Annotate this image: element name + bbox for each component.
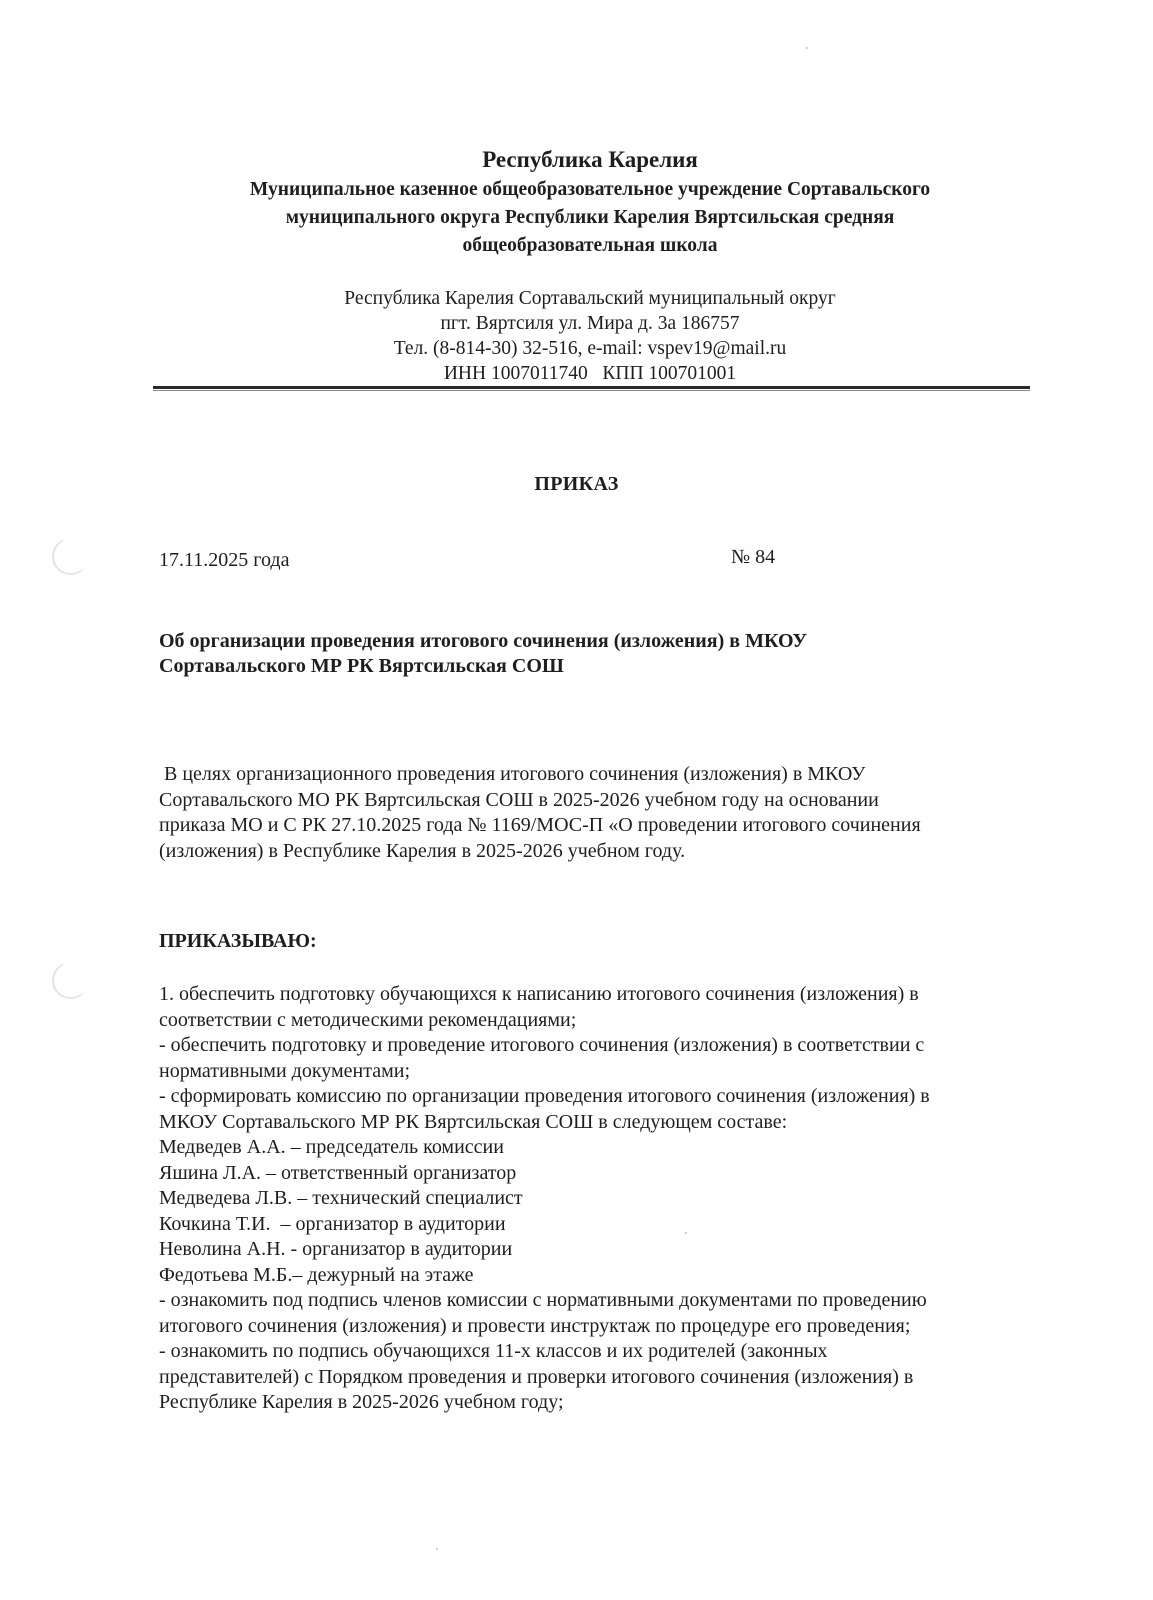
item-line: - обеспечить подготовку и проведение итогового сочинения (изложения) в соответствии с: [159, 1034, 925, 1056]
document-subject: [159, 629, 1039, 679]
scan-speck: [806, 47, 808, 49]
commission-member: Федотьева М.Б.– дежурный на этаже: [159, 1263, 474, 1286]
item-line: итогового сочинения (изложения) и провести инструктаж по процедуре его проведения;: [159, 1314, 911, 1337]
contact-line: Тел. (8-814-30) 32-516, e-mail: vspev19@mail.ru: [393, 338, 787, 359]
item-line: соответствии с методическими рекомендациями;: [159, 1008, 577, 1031]
address-line: пгт. Вяртсиля ул. Мира д. 3а 186757: [440, 313, 740, 334]
letterhead-divider: [153, 386, 1030, 389]
organization-line: муниципального округа Республики Карелия Вяртсильская средняя: [285, 207, 895, 228]
document-date: 17.11.2025 года: [159, 549, 290, 571]
item-line: - ознакомить под подпись членов комиссии с нормативными документами по проведению: [159, 1289, 927, 1311]
organization-line: общеобразовательная школа: [462, 235, 718, 256]
commission-member: Яшина Л.А. – ответственный организатор: [159, 1161, 517, 1184]
item-line: - ознакомить по подпись обучающихся 11-х классов и их родителей (законных: [159, 1340, 828, 1362]
scan-speck: [436, 1548, 438, 1550]
tax-ids-line: ИНН 1007011740 КПП 100701001: [443, 363, 737, 384]
order-heading: ПРИКАЗЫВАЮ:: [159, 930, 317, 952]
intro-line: (изложения) в Республике Карелия в 2025-2026 учебном году.: [159, 839, 686, 862]
commission-member: Неволина А.Н. - организатор в аудитории: [159, 1238, 513, 1260]
commission-member: Кочкина Т.И. – организатор в аудитории: [159, 1212, 506, 1235]
document-type-title: ПРИКАЗ: [534, 473, 619, 495]
letterhead-divider-thin: [153, 390, 1030, 391]
item-line: 1. обеспечить подготовку обучающихся к написанию итогового сочинения (изложения) в: [159, 983, 919, 1005]
order-items: [159, 982, 1039, 1416]
punch-hole-mark: [49, 959, 92, 1002]
address-line: Республика Карелия Сортавальский муниципальный округ: [344, 288, 836, 309]
letterhead-region: Республика Карелия: [482, 147, 698, 172]
document-number: № 84: [731, 546, 776, 568]
item-line: Республике Карелия в 2025-2026 учебном году;: [159, 1391, 564, 1413]
item-line: нормативными документами;: [159, 1059, 411, 1082]
item-line: представителей) с Порядком проведения и проверки итогового сочинения (изложения) в: [159, 1365, 914, 1388]
letterhead-organization: [150, 176, 1030, 260]
commission-member: Медведев А.А. – председатель комиссии: [159, 1136, 504, 1158]
item-line: МКОУ Сортавальского МР РК Вяртсильская СОШ в следующем составе:: [159, 1110, 788, 1133]
intro-line: Сортавальского МО РК Вяртсильская СОШ в 2025-2026 учебном году на основании: [159, 788, 879, 811]
item-line: - сформировать комиссию по организации проведения итогового сочинения (изложения) в: [159, 1085, 930, 1107]
subject-line: Сортавальского МР РК Вяртсильская СОШ: [159, 655, 564, 677]
intro-paragraph: [159, 762, 1039, 864]
letterhead-address: [150, 286, 1030, 386]
punch-hole-mark: [49, 535, 92, 578]
organization-line: Муниципальное казенное общеобразовательное учреждение Сортавальского: [249, 179, 931, 200]
commission-member: Медведева Л.В. – технический специалист: [159, 1187, 523, 1209]
intro-line: В целях организационного проведения итогового сочинения (изложения) в МКОУ: [159, 763, 866, 785]
subject-line: Об организации проведения итогового сочинения (изложения) в МКОУ: [159, 630, 808, 652]
intro-line: приказа МО и С РК 27.10.2025 года № 1169/МОС-П «О проведении итогового сочинения: [159, 814, 921, 836]
